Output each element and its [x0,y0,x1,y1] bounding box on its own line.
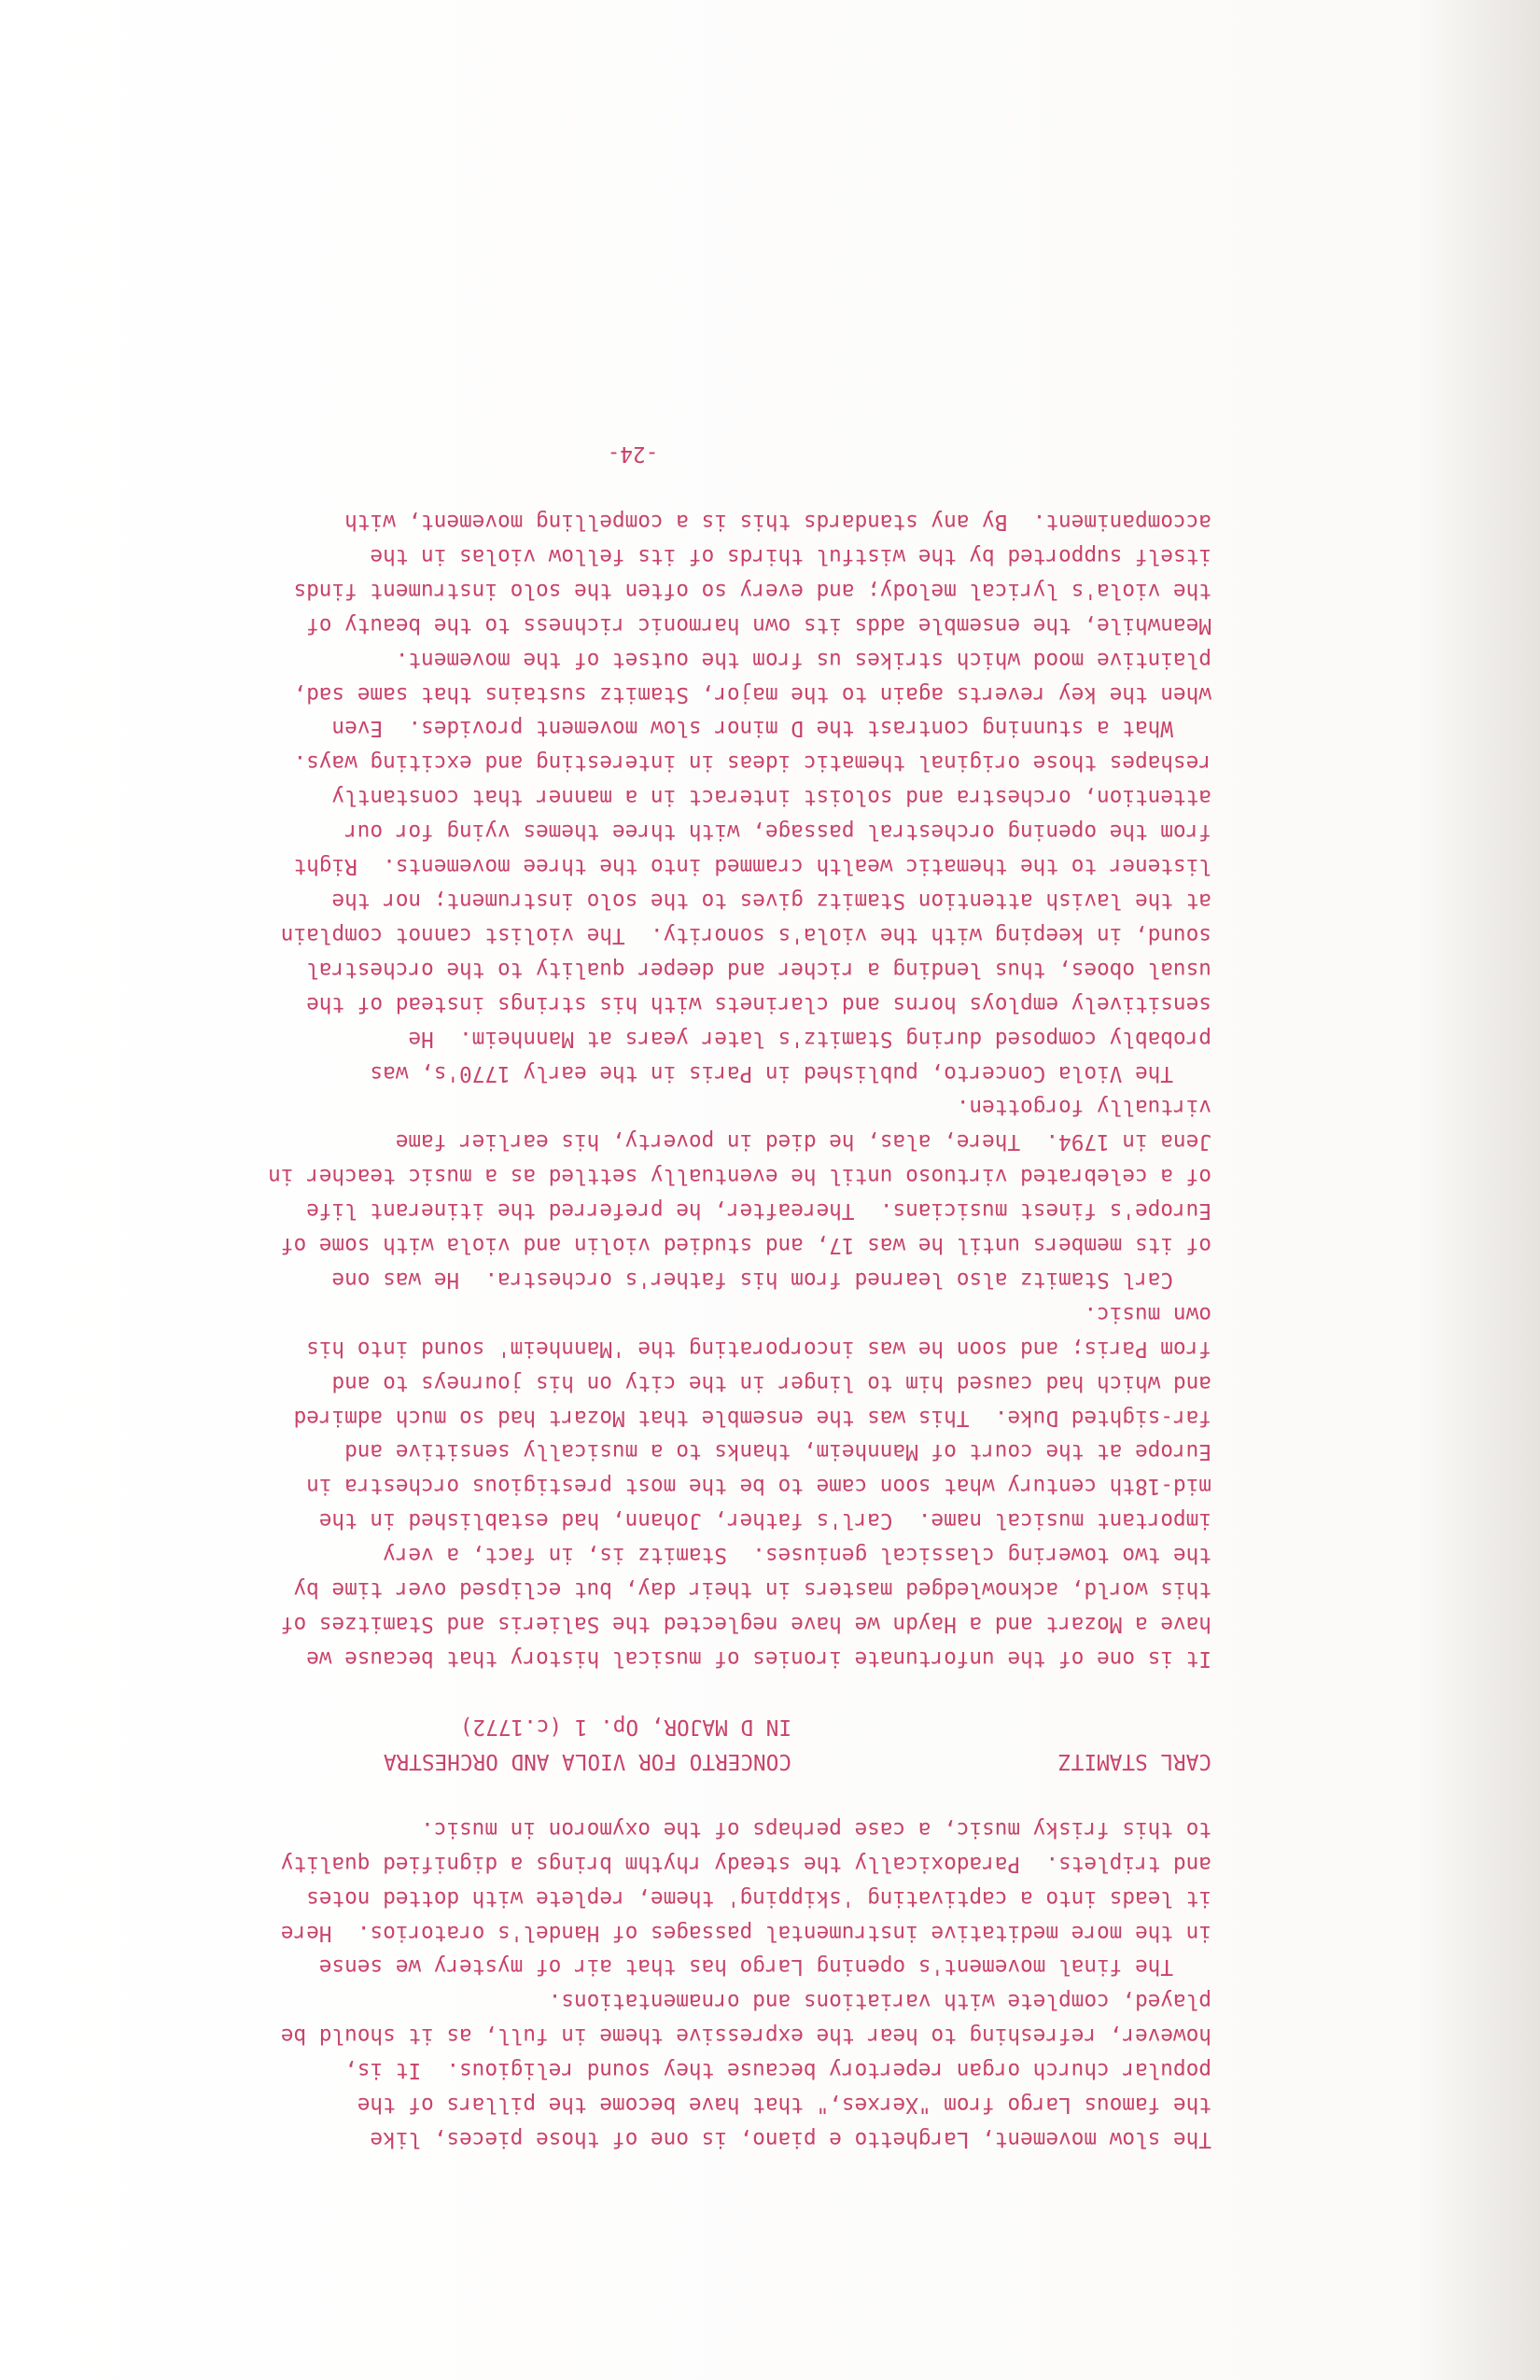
paragraph-ironies-line: have a Mozart and a Haydn we have neglected the Salieris and Stamitzes of [280,1612,1211,1637]
paragraph-slow-movement-contrast-line: Meanwhile, the ensemble adds its own harmonic richness to the beauty of [306,612,1211,637]
paragraph-ironies-line: far-sighted Duke. This was the ensemble that Mozart had so much admired [293,1405,1211,1430]
paragraph-carl-stamitz-line: virtually forgotten. [956,1095,1211,1120]
work-subtitle: IN D MAJOR, Op. 1 (c.1772) [459,1715,791,1740]
paragraph-slow-movement-line: however, refreshing to hear the expressive theme in full, as it should be [280,2023,1211,2049]
paragraph-slow-movement-contrast-line: the viola's lyrical melody; and every so often the solo instrument finds [293,578,1211,603]
paragraph-ironies-line: own music. [1084,1301,1211,1326]
paragraph-slow-movement-contrast-line: when the key reverts again to the major, Stamitz sustains that same sad, [293,681,1211,707]
paragraph-ironies-line: from Paris; and soon he was incorporating the 'Mannheim' sound into his [306,1336,1211,1361]
paragraph-carl-stamitz-line: of its members until he was 17, and studied violin and viola with some of [280,1233,1211,1258]
paragraph-slow-movement-contrast-line: itself supported by the wistful thirds of its fellow violas in the [370,543,1211,568]
typed-text-block [54,436,1211,2156]
work-title: CONCERTO FOR VIOLA AND ORCHESTRA [383,1748,791,1773]
paragraph-final-movement: The final movement's opening Largo has that air of mystery we sense [318,1954,1211,1980]
paragraph-viola-concerto-line: probably composed during Stamitz's later years at Mannheim. He [408,1026,1211,1051]
paragraph-carl-stamitz-line: of a celebrated virtuoso until he eventually settled as a music teacher in [268,1164,1211,1189]
paragraph-final-movement-line: in the more meditative instrumental passages of Handel's oratorios. Here [280,1920,1211,1945]
paragraph-viola-concerto-line: listener to the thematic wealth crammed into the three movements. Right [293,854,1211,879]
paragraph-slow-movement: The slow movement, Larghetto e piano, is one of those pieces, like [370,2127,1211,2151]
intro-section [54,1812,1211,2156]
paragraph-viola-concerto: The Viola Concerto, published in Paris in the early 1770's, was [370,1060,1211,1085]
paragraph-ironies-line: this world, acknowledged masters in their day, but eclipsed over time by [293,1577,1211,1603]
composer-name: CARL STAMITZ [1058,1748,1211,1773]
paragraph-carl-stamitz-line: Europe's finest musicians. Thereafter, he preferred the itinerant life [306,1198,1211,1224]
paragraph-slow-movement-line: played, complete with variations and ornamentations. [548,1989,1211,2014]
paragraph-slow-movement-line: the famous Largo from "Xerxes," that have become the pillars of the [357,2093,1211,2118]
paragraph-viola-concerto-line: attention, orchestra and soloist interact in a manner that constantly [331,785,1211,810]
paragraph-ironies: It is one of the unfortunate ironies of musical history that because we [306,1645,1211,1671]
paragraph-carl-stamitz-line: Jena in 1794. There, alas, he died in poverty, his earlier fame [395,1129,1211,1155]
paragraph-ironies-line: mid-18th century what soon came to be the most prestigious orchestra in [306,1474,1211,1499]
paragraph-viola-concerto-line: from the opening orchestral passage, with three themes vying for our [344,819,1211,845]
paragraph-viola-concerto-line: usual oboes, thus lending a richer and deeper quality to the orchestral [306,957,1211,982]
paragraph-viola-concerto-line: at the lavish attention Stamitz gives to the solo instrument; nor the [331,889,1211,913]
paragraph-ironies-line: important musical name. Carl's father, Johann, had established in the [318,1508,1211,1533]
paragraph-final-movement-line: it leads into a captivating 'skipping' theme, replete with dotted notes [306,1885,1211,1911]
paragraph-viola-concerto-line: reshapes those original thematic ideas in interesting and exciting ways. [293,750,1211,776]
paragraph-ironies-line: Europe at the court of Mannheim, thanks to a musically sensitive and [344,1439,1211,1464]
page-number: -24- [607,441,659,467]
work-title-block [384,1709,791,1778]
paragraph-ironies-line: and which had caused him to linger in the city on his journeys to and [331,1370,1211,1395]
paragraph-slow-movement-contrast: What a stunning contrast the D minor slow movement provides. Even [331,716,1211,741]
paragraph-slow-movement-contrast-line: plaintive mood which strikes us from the outset of the movement. [395,647,1211,672]
paragraph-viola-concerto-line: sound, in keeping with the viola's sonority. The violist cannot complain [280,922,1211,947]
paragraph-final-movement-line: to this frisky music, a case perhaps of the oxymoron in music. [421,1816,1211,1841]
paragraph-final-movement-line: and triplets. Paradoxically the steady rhythm brings a dignified quality [280,1851,1211,1876]
essay-body [54,504,1211,1675]
paragraph-viola-concerto-line: sensitively employs horns and clarinets with his strings instead of the [306,991,1211,1016]
paragraph-ironies-line: the two towering classical geniuses. Stamitz is, in fact, a very [383,1543,1211,1568]
paragraph-slow-movement-line: popular church organ repertory because they sound religious. It is, [344,2058,1211,2083]
paragraph-carl-stamitz: Carl Stamitz also learned from his father's orchestra. He was one [331,1267,1211,1292]
section-heading [54,1709,1211,1778]
paragraph-slow-movement-contrast-line: accompaniment. By any standards this is a compelling movement, with [344,510,1211,535]
